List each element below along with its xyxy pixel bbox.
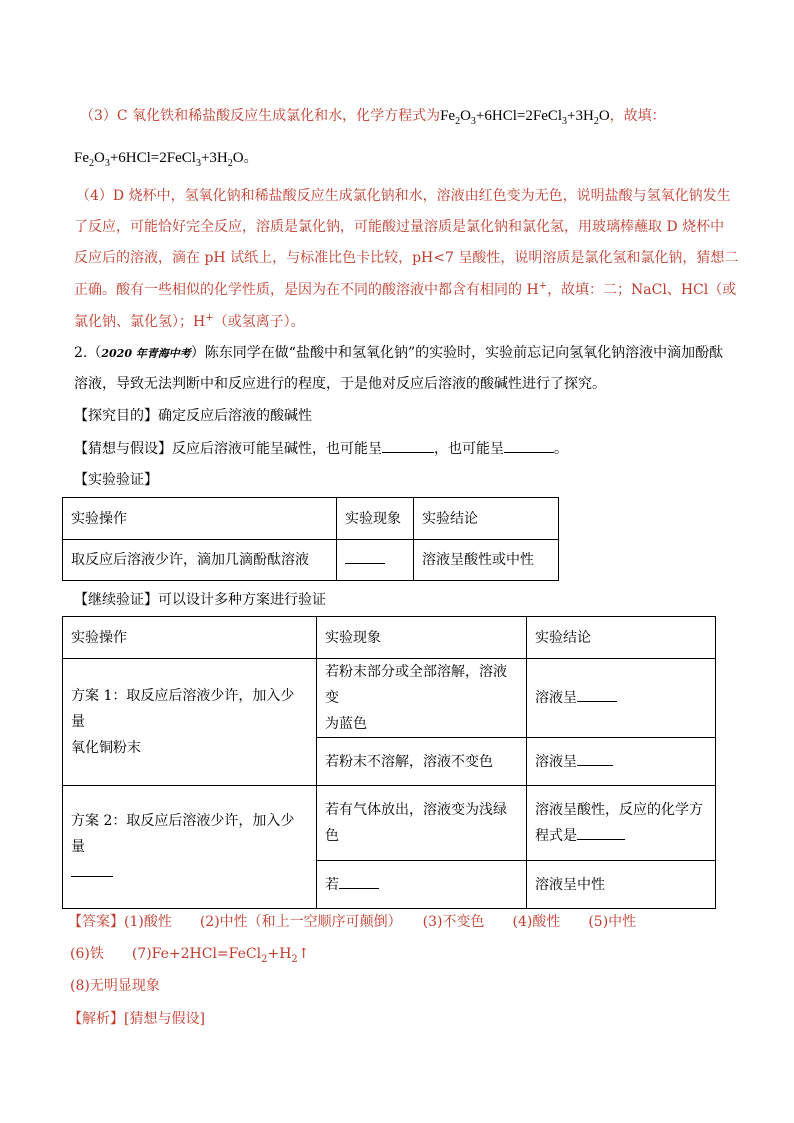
part3-tail: ，故填： — [609, 108, 666, 124]
table-header-cell: 实验操作 — [63, 498, 337, 540]
part3-end: 。 — [243, 150, 258, 166]
table-header-cell: 实验结论 — [527, 617, 716, 659]
answer-line-2: (6)铁 $(7)Fe+2HCl=FeCl_2+H_2↑$ — [70, 946, 310, 965]
part3-answer-line — [74, 148, 258, 168]
part3-equation: $Fe_2O_3+6HCl=2FeCl_3+3H_2O$ — [440, 108, 610, 127]
table-header-cell: 实验结论 — [414, 498, 559, 540]
q2-purpose: 【探究目的】确定反应后溶液的酸碱性 — [74, 408, 312, 424]
part3-line — [80, 106, 666, 126]
q2-number: 2.（ — [74, 345, 102, 361]
part4-line-2: 了反应，可能恰好完全反应，溶质是氯化钠，可能酸过量溶质是氯化钠和氯化氢，用玻璃棒蘸取 D 烧杯中 — [74, 219, 725, 235]
part4-line-1: （4）D 烧杯中，氢氧化钠和稀盐酸反应生成氯化钠和水，溶液由红色变为无色，说明盐酸与氢氧化钠发生 — [76, 188, 731, 204]
table-row — [63, 786, 716, 861]
part3-answer-equation: $Fe_2O_3+6HCl=2FeCl_3+3H_2O$ — [74, 150, 244, 169]
table-header-cell: 实验现象 — [337, 498, 414, 540]
table-cell: 若有气体放出，溶液变为浅绿色 — [317, 786, 527, 861]
table-header-cell: 实验现象 — [317, 617, 527, 659]
answer-line-1: 【答案】(1)酸性 (2)中性（和上一空顺序可颠倒） (3)不变色 (4)酸性 (5)中性 — [68, 914, 637, 930]
table-cell: 溶液呈 — [527, 738, 716, 786]
plan2-cell: 方案 2：取反应后溶液少许，加入少量 — [63, 786, 317, 909]
answer-line-3: (8)无明显现象 — [70, 978, 160, 994]
q2-line-1: 2.（2020 年青海中考）陈东同学在做“盐酸中和氢氧化钠”的实验时，实验前忘记向氢氧化钠溶液中滴加酚酞 — [74, 345, 724, 361]
plan1-cell: 方案 1：取反应后溶液少许，加入少量 氧化铜粉末 — [63, 659, 317, 786]
table-row — [63, 659, 716, 738]
blank-2 — [504, 438, 554, 453]
answer-label: 【答案】 — [68, 914, 124, 930]
table-cell: 取反应后溶液少许，滴加几滴酚酞溶液 — [63, 540, 337, 581]
blank-1 — [382, 438, 434, 453]
q2-hypothesis: 【猜想与假设】反应后溶液可能呈碱性，也可能呈 ，也可能呈 。 — [74, 438, 568, 459]
q2-continue-title: 【继续验证】可以设计多种方案进行验证 — [74, 592, 326, 608]
table-cell: 溶液呈中性 — [527, 861, 716, 909]
table-header-row — [63, 498, 559, 540]
verification-table — [62, 497, 559, 581]
table-cell: 若 — [317, 861, 527, 909]
table-header-row — [63, 617, 716, 659]
part3-intro: （3）C 氧化铁和稀盐酸反应生成氯化和水，化学方程式为 — [80, 108, 441, 124]
table-cell: 溶液呈酸性，反应的化学方 程式是 — [527, 786, 716, 861]
table-row — [63, 540, 559, 581]
table-cell: 若粉末不溶解，溶液不变色 — [317, 738, 527, 786]
q2-source: 2020 年青海中考 — [101, 347, 191, 360]
table-cell: 若粉末部分或全部溶解，溶液变 为蓝色 — [317, 659, 527, 738]
table-header-cell: 实验操作 — [63, 617, 317, 659]
part4-line-5: 氯化钠、氯化氢）；H+（或氢离子）。 — [74, 312, 305, 330]
analysis-label: 【解析】 — [68, 1011, 124, 1027]
continue-verification-table — [62, 616, 716, 909]
part4-line-3: 反应后的溶液，滴在 pH 试纸上，与标准比色卡比较，pH<7 呈酸性，说明溶质是氯化氢和氯化钠，猜想二 — [74, 250, 739, 266]
part4-line-4: 正确。酸有一些相似的化学性质，是因为在不同的酸溶液中都含有相同的 H+，故填：二；NaCl、HCl（或 — [74, 280, 737, 298]
analysis-line: 【解析】[猜想与假设] — [68, 1011, 205, 1027]
q2-verify-title: 【实验验证】 — [74, 472, 158, 488]
table-cell-blank — [337, 540, 414, 581]
q2-line-2: 溶液，导致无法判断中和反应进行的程度，于是他对反应后溶液的酸碱性进行了探究。 — [74, 376, 606, 392]
table-cell: 溶液呈 — [527, 659, 716, 738]
table-cell: 溶液呈酸性或中性 — [414, 540, 559, 581]
